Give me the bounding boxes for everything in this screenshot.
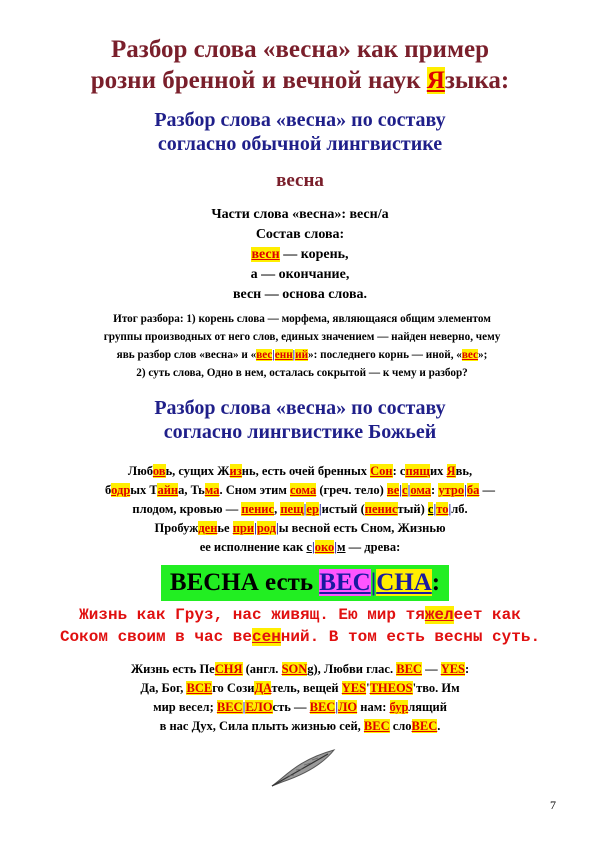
banner-ves: ВЕС xyxy=(319,569,371,596)
verse1-line-2: бодрых Тайна, Тьма. Сном этим сома (греч. тело) ве|с|ома: утро|ба — xyxy=(105,483,495,497)
verse2-line-2: Да, Бог, ВСЕго СозиДАтель, вещей YES'THEOS'тво. Им xyxy=(140,681,460,695)
summary-l3-pre: явь разбор слов «весна» и « xyxy=(116,349,257,361)
word-parts xyxy=(0,205,600,305)
parts-line-3-text: — корень, xyxy=(279,247,349,262)
title-highlight-letter: Я xyxy=(426,67,445,94)
section-heading-divine-line-1: Разбор слова «весна» по составу xyxy=(154,397,446,419)
section-heading-ordinary-line-1: Разбор слова «весна» по составу xyxy=(154,109,446,131)
verse2-line-3: мир весел; ВЕС|ЕЛОсть — ВЕС|ЛО нам: бурлящий xyxy=(153,700,447,714)
red-line-1: Жизнь как Груз, нас живящ. Ею мир тяжелеет как xyxy=(79,606,521,624)
red-verse xyxy=(0,604,600,648)
banner-cha: СНА xyxy=(376,569,432,596)
analyzed-word: весна xyxy=(276,170,324,191)
title-line-2 xyxy=(0,65,600,96)
title-line-1: Разбор слова «весна» как пример xyxy=(111,36,489,63)
document-title xyxy=(0,34,600,96)
banner-text: ВЕСНА есть xyxy=(169,569,320,596)
verse-block-1 xyxy=(0,462,600,557)
summary-l3-part-b: енн xyxy=(274,349,293,361)
parts-line-1: Части слова «весна»: весн/а xyxy=(211,207,389,222)
section-heading-divine xyxy=(0,396,600,444)
summary-line-3: явь разбор слов «весна» и «вес|енн|ий»: последнего корнь — иной, «вес»; xyxy=(116,349,488,361)
red-line-2: Соком своим в час весенний. В том есть весны суть. xyxy=(59,628,541,646)
parts-line-4: а — окончание, xyxy=(250,267,350,282)
banner-colon: : xyxy=(431,569,441,596)
title-line-2-text: розни бренной и вечной наук xyxy=(90,67,427,94)
verse1-line-5: ее исполнение как с|око|м — древа: xyxy=(199,540,401,554)
summary-l3-part-d: вес xyxy=(461,349,479,361)
parts-line-2: Состав слова: xyxy=(255,227,345,242)
summary-l3-post: »; xyxy=(478,349,488,361)
summary-l3-part-c: ий xyxy=(295,349,309,361)
verse1-line-1: Любовь, сущих Жизнь, есть очей бренных Сон: спящих Явь, xyxy=(127,464,473,478)
summary-l3-part-a: вес xyxy=(256,349,273,361)
analysis-summary xyxy=(56,310,548,382)
verse2-line-4: в нас Дух, Сила плыть жизнью сей, ВЕС слоВЕС. xyxy=(159,719,441,733)
summary-l3-mid: »: последнего корнь — иной, « xyxy=(308,349,462,361)
page-number: 7 xyxy=(550,798,556,812)
summary-line-2: группы производных от него слов, единых значением — найден неверно, чему xyxy=(103,331,501,343)
verse1-line-4: Пробужденье при|род|ы весной есть Сном, Жизнью xyxy=(154,521,446,535)
summary-line-1: Итог разбора: 1) корень слова — морфема, являющаяся общим элементом xyxy=(113,313,491,325)
summary-line-4: 2) суть слова, Одно в нем, осталась сокрытой — к чему и разбор? xyxy=(136,367,468,379)
section-heading-divine-line-2: согласно лингвистике Божьей xyxy=(163,421,437,443)
highlight-banner: ВЕСНА есть ВЕС|СНА: xyxy=(161,565,449,601)
verse2-line-1: Жизнь есть ПеСНЯ (англ. SONg), Любви глас. ВЕС — YES: xyxy=(130,662,470,676)
root-highlight: весн xyxy=(251,247,280,262)
verse1-line-3: плодом, кровью — пенис, пещ|ер|истый (пенистый) с|то|лб. xyxy=(132,502,468,516)
parts-line-5: весн — основа слова. xyxy=(233,287,367,302)
section-heading-ordinary xyxy=(0,108,600,156)
feather-quill-icon xyxy=(268,746,338,790)
parts-line-3 xyxy=(0,245,600,265)
verse-block-2 xyxy=(0,660,600,736)
section-heading-ordinary-line-2: согласно обычной лингвистике xyxy=(157,133,443,155)
title-line-2-end: зыка: xyxy=(444,67,510,94)
